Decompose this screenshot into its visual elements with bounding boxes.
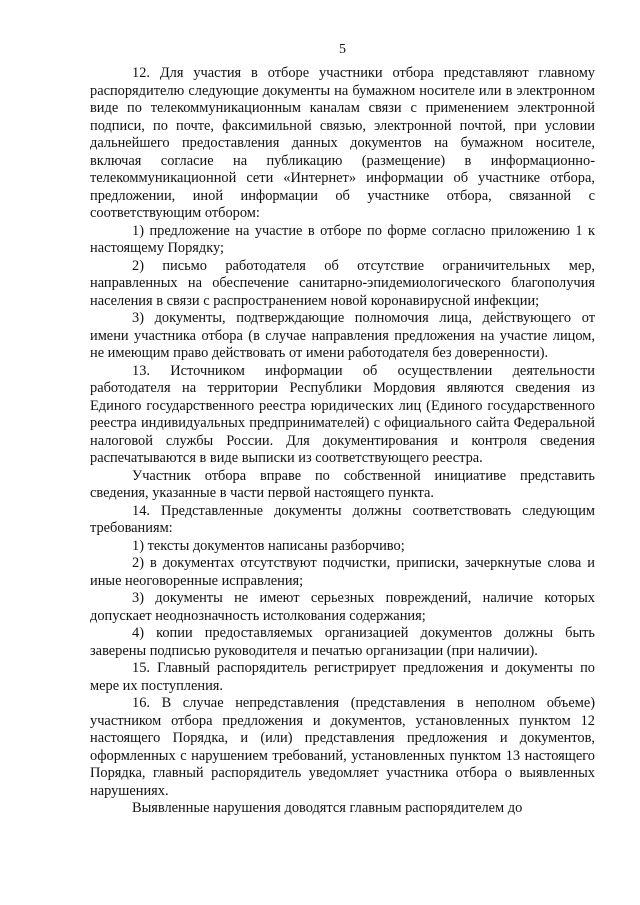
paragraph-14-item-2: 2) в документах отсутствуют подчистки, приписки, зачеркнутые слова и иные неоговоренные исправления;: [90, 555, 595, 589]
paragraph-14-item-4: 4) копии предоставляемых организацией документов должны быть заверены подписью руководителя и печатью организации (при наличии).: [90, 625, 595, 659]
paragraph-14-item-1: 1) тексты документов написаны разборчиво;: [132, 537, 405, 554]
paragraph-12-item-1: 1) предложение на участие в отборе по форме согласно приложению 1 к настоящему Порядку;: [90, 222, 595, 256]
paragraph-13: 13. Источником информации об осуществлении деятельности работодателя на территории Республики Мордовия являются сведения из Единого государственного реестра юридических лиц (Единого государственного реестра индивидуальных предпринимателей) с официального сайта Федеральной налоговой службы России. Для документирования и контроля сведения распечатываются в виде выписки из соответствующего реестра.: [90, 362, 595, 466]
paragraph-12: 12. Для участия в отборе участники отбора представляют главному распорядителю следующие документы на бумажном носителе или в электронном виде по телекоммуникационным каналам связи с применением электронной подписи, по почте, факсимильной связью, электронной почтой, при условии дальнейшего предоставления данных документов на бумажном носителе, включая согласие на публикацию (размещение) в информационно-телекоммуникационной сети «Интернет» информации об участнике отбора, предложении, иной информации об участнике отбора, связанной с соответствующим отбором:: [90, 65, 595, 221]
paragraph-13-part-2: Участник отбора вправе по собственной инициативе представить сведения, указанные в части первой настоящего пункта.: [90, 467, 595, 501]
document-body: [90, 65, 595, 818]
paragraph-16-part-2: Выявленные нарушения доводятся главным распорядителем до: [132, 800, 523, 816]
paragraph-12-item-2: 2) письмо работодателя об отсутствие ограничительных мер, направленных на обеспечение санитарно-эпидемиологического благополучия населения в связи с распространением новой коронавирусной инфекции;: [90, 257, 595, 309]
paragraph-14-item-3: 3) документы не имеют серьезных повреждений, наличие которых допускает неоднозначность истолкования содержания;: [90, 590, 595, 624]
paragraph-12-item-3: 3) документы, подтверждающие полномочия лица, действующего от имени участника отбора (в случае направления предложения на участие лицом, не имеющим право действовать от имени работодателя без доверенности).: [90, 310, 595, 361]
paragraph-15: 15. Главный распорядитель регистрирует предложения и документы по мере их поступления.: [90, 660, 595, 694]
paragraph-16: 16. В случае непредставления (представления в неполном объеме) участником отбора предложения и документов, установленных пунктом 12 настоящего Порядка, и (или) представления предложения и документов, оформленных с нарушением требований, установленных пунктом 13 настоящего Порядка, главный распорядитель уведомляет участника отбора о выявленных нарушениях.: [90, 695, 595, 799]
page-number: 5: [339, 42, 346, 57]
paragraph-14: 14. Представленные документы должны соответствовать следующим требованиям:: [90, 502, 595, 536]
